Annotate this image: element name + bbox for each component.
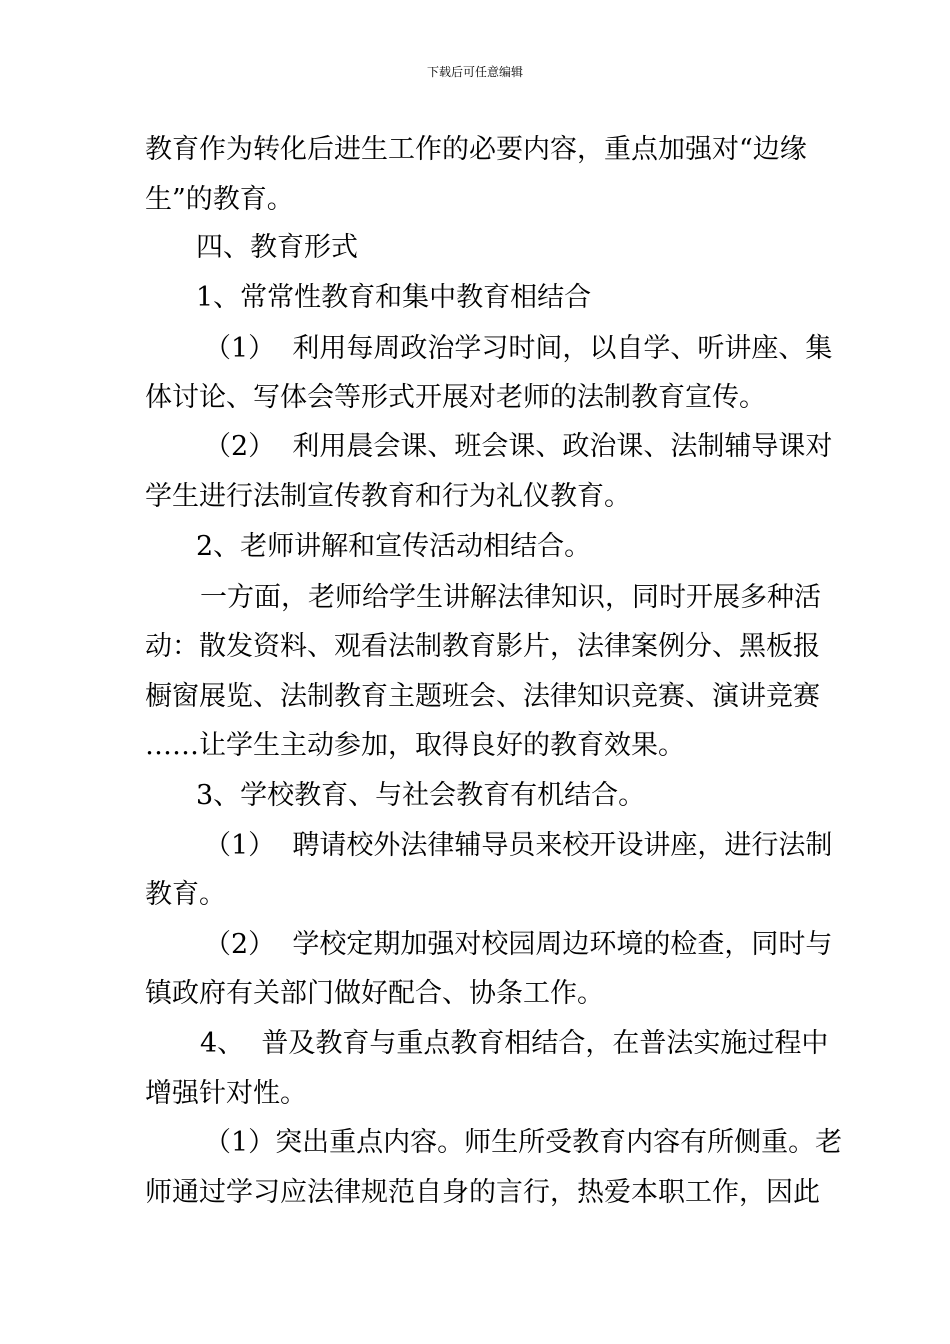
text-line: 镇政府有关部门做好配合、协条工作。 xyxy=(145,978,604,1009)
section-heading: 四、教育形式 xyxy=(196,232,358,263)
text-line: 增强针对性。 xyxy=(145,1078,307,1109)
text-line: （1） 利用每周政治学习时间，以自学、听讲座、集 xyxy=(204,333,833,364)
subsection-heading: 1、常常性教育和集中教育相结合 xyxy=(196,282,592,313)
page-header: 下载后可任意编辑 xyxy=(426,65,523,79)
text-line: （2） 学校定期加强对校园周边环境的检查，同时与 xyxy=(204,929,833,960)
text-line: 教育。 xyxy=(145,879,226,910)
text-line: 生”的教育。 xyxy=(145,184,294,215)
text-line: （1） 聘请校外法律辅导员来校开设讲座，进行法制 xyxy=(204,830,833,861)
text-line: 师通过学习应法律规范自身的言行，热爱本职工作，因此 xyxy=(145,1177,820,1208)
subsection-heading: 4、 普及教育与重点教育相结合，在普法实施过程中 xyxy=(200,1028,829,1059)
text-line: ……让学生主动参加，取得良好的教育效果。 xyxy=(145,730,685,761)
text-line: 一方面，老师给学生讲解法律知识，同时开展多种活 xyxy=(200,582,821,613)
text-line: 学生进行法制宣传教育和行为礼仪教育。 xyxy=(145,481,631,512)
text-line: （2） 利用晨会课、班会课、政治课、法制辅导课对 xyxy=(204,431,833,462)
subsection-heading: 3、学校教育、与社会教育有机结合。 xyxy=(196,780,646,811)
text-line: 橱窗展览、法制教育主题班会、法律知识竞赛、演讲竞赛 xyxy=(145,681,820,712)
text-line: 体讨论、写体会等形式开展对老师的法制教育宣传。 xyxy=(145,382,766,413)
text-line: （1）突出重点内容。师生所受教育内容有所侧重。老 xyxy=(204,1127,843,1158)
subsection-heading: 2、老师讲解和宣传活动相结合。 xyxy=(196,531,592,562)
text-line: 动：散发资料、观看法制教育影片，法律案例分、黑板报 xyxy=(145,631,820,662)
text-line: 教育作为转化后进生工作的必要内容，重点加强对“边缘 xyxy=(145,134,807,165)
